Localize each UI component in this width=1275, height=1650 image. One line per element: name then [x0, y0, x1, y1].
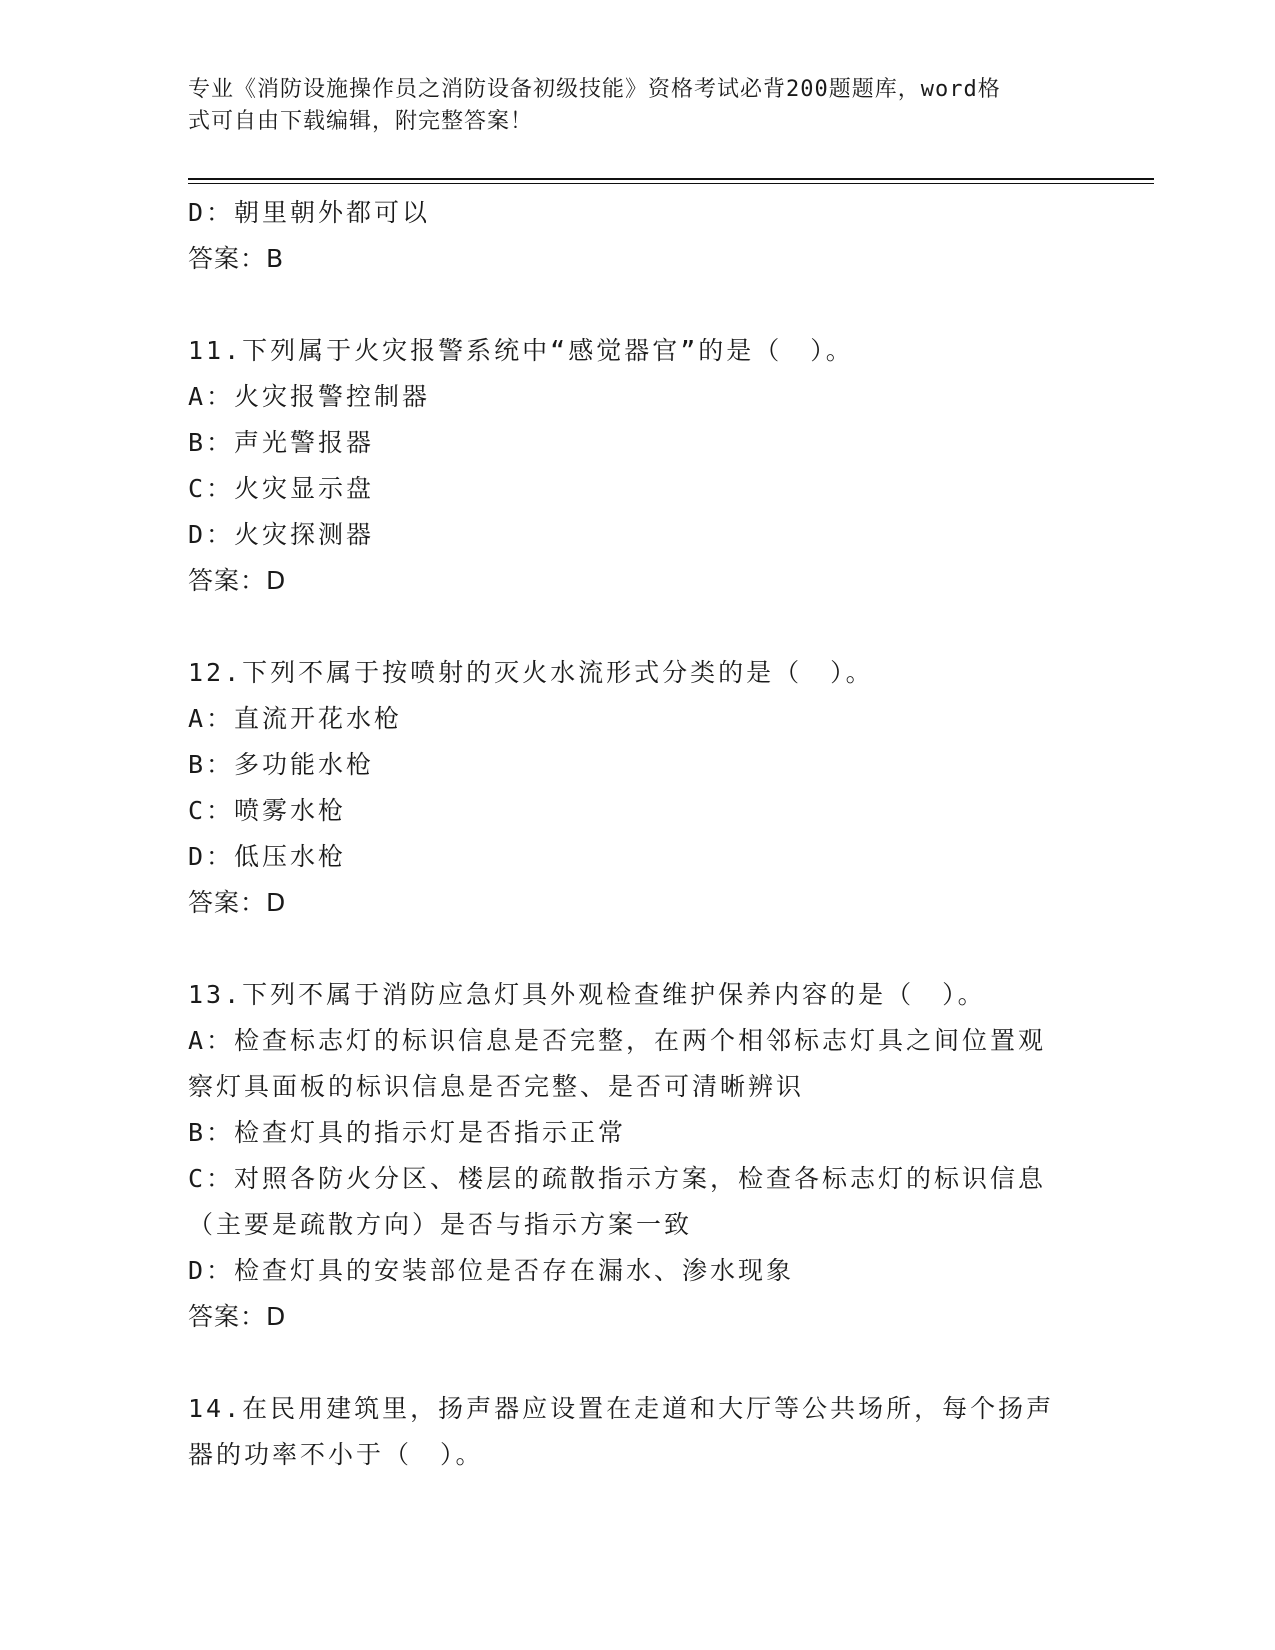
page-header [188, 74, 1068, 138]
spacer [188, 282, 1088, 328]
header-rule-thin [188, 183, 1154, 184]
question-11-answer: 答案：D [188, 566, 287, 595]
question-12-option-d: D：低压水枪 [188, 842, 347, 871]
question-content [188, 190, 1088, 1478]
header-line-1: 专业《消防设施操作员之消防设备初级技能》资格考试必背200题题库，word格 [188, 77, 1001, 102]
question-11-stem: 11.下列属于火灾报警系统中“感觉器官”的是（ ）。 [188, 336, 854, 365]
question-11-option-d: D：火灾探测器 [188, 520, 375, 549]
question-14-stem: 14.在民用建筑里，扬声器应设置在走道和大厅等公共场所，每个扬声 [188, 1394, 1055, 1423]
question-11-option-a: A：火灾报警控制器 [188, 382, 431, 411]
header-rule-thick [188, 178, 1154, 180]
question-14-stem-cont: 器的功率不小于（ ）。 [188, 1440, 484, 1469]
question-13-option-b: B：检查灯具的指示灯是否指示正常 [188, 1118, 627, 1147]
question-12-stem: 12.下列不属于按喷射的灭火水流形式分类的是（ ）。 [188, 658, 874, 687]
prev-answer: 答案：B [188, 244, 285, 273]
question-13-stem: 13.下列不属于消防应急灯具外观检查维护保养内容的是（ ）。 [188, 980, 986, 1009]
question-11-option-c: C：火灾显示盘 [188, 474, 375, 503]
question-12-option-b: B：多功能水枪 [188, 750, 375, 779]
question-12-answer: 答案：D [188, 888, 287, 917]
question-12-option-c: C：喷雾水枪 [188, 796, 347, 825]
question-13-option-a-cont: 察灯具面板的标识信息是否完整、是否可清晰辨识 [188, 1072, 805, 1101]
spacer [188, 1340, 1088, 1386]
question-12-option-a: A：直流开花水枪 [188, 704, 403, 733]
question-11-option-b: B：声光警报器 [188, 428, 375, 457]
spacer [188, 926, 1088, 972]
question-13-answer: 答案：D [188, 1302, 287, 1331]
question-13-option-d: D：检查灯具的安装部位是否存在漏水、渗水现象 [188, 1256, 795, 1285]
question-13-option-a: A：检查标志灯的标识信息是否完整，在两个相邻标志灯具之间位置观 [188, 1026, 1047, 1055]
question-13-option-c-cont: （主要是疏散方向）是否与指示方案一致 [188, 1210, 693, 1239]
question-13-option-c: C：对照各防火分区、楼层的疏散指示方案，检查各标志灯的标识信息 [188, 1164, 1047, 1193]
spacer [188, 604, 1088, 650]
header-line-2: 式可自由下载编辑，附完整答案！ [188, 109, 534, 134]
prev-option-d: D：朝里朝外都可以 [188, 198, 431, 227]
